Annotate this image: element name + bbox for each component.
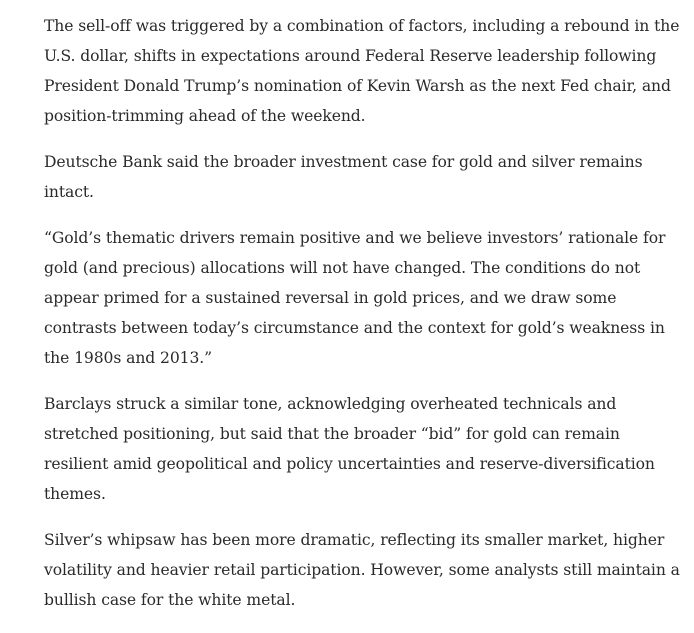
paragraph-barclays: Barclays struck a similar tone, acknowledging overheated technicals and stretched positioning, but said that the broader “bid” for gold can remain resilient amid geopolitical and policy uncertainties and reserve-diversification themes. [44,395,655,503]
article-body [44,11,684,631]
paragraph-deutsche-bank-quote: “Gold’s thematic drivers remain positive and we believe investors’ rationale for gold (and precious) allocations will not have changed. The conditions do not appear primed for a sustained reversal in gold prices, and we draw some contrasts between today’s circumstance and the context for gold’s weakness in the 1980s and 2013.” [44,229,666,367]
paragraph-selloff-factors: The sell-off was triggered by a combination of factors, including a rebound in the U.S. dollar, shifts in expectations around Federal Reserve leadership following President Donald Trump’s nomination of Kevin Warsh as the next Fed chair, and position-trimming ahead of the weekend. [44,17,680,125]
paragraph-deutsche-bank: Deutsche Bank said the broader investment case for gold and silver remains intact. [44,153,643,201]
paragraph-silver-whipsaw: Silver’s whipsaw has been more dramatic, reflecting its smaller market, higher volatility and heavier retail participation. However, some analysts still maintain a bullish case for the white metal. [44,531,680,609]
